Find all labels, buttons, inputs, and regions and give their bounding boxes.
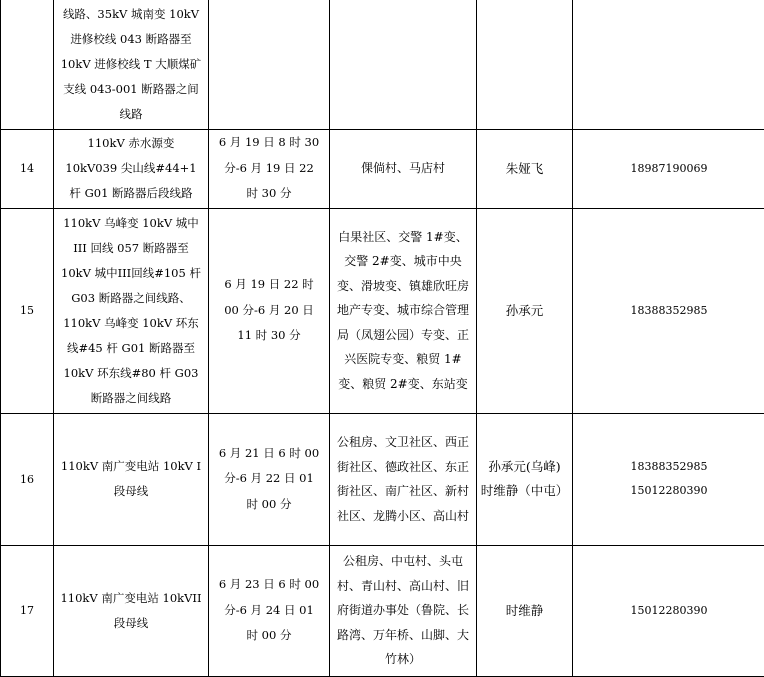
- area-cell: [330, 208, 477, 413]
- area-cell: [330, 129, 477, 208]
- time-text: 6 月 19 日 8 时 30 分-6 月 19 日 22 时 30 分: [217, 130, 321, 207]
- area-text: 公租房、文卫社区、西正街社区、德政社区、东正街社区、南广社区、新村社区、龙腾小区、高山村: [336, 430, 470, 528]
- area-cell: [330, 0, 477, 129]
- line-cell: [54, 208, 209, 413]
- time-cell: [209, 545, 330, 676]
- line-text: 110kV 赤水源变 10kV039 尖山线#44+1 杆 G01 断路器后段线路: [60, 131, 202, 206]
- phone-number: 18388352985: [575, 455, 763, 479]
- phone-cell: [573, 208, 764, 413]
- person-cell: [477, 129, 573, 208]
- phone-cell: [573, 129, 764, 208]
- phone-cell: [573, 545, 764, 676]
- area-text: 倮倘村、马店村: [336, 156, 470, 181]
- area-cell: [330, 413, 477, 545]
- line-cell: [54, 0, 209, 129]
- row-number-cell: 17: [1, 545, 54, 676]
- line-cell: [54, 413, 209, 545]
- line-cell: [54, 545, 209, 676]
- phone-number: 18987190069: [575, 157, 763, 181]
- person-cell: [477, 413, 573, 545]
- row-number-cell: [1, 0, 54, 129]
- table-row: [1, 208, 764, 413]
- time-cell: [209, 129, 330, 208]
- table-row: [1, 0, 764, 129]
- line-text: 110kV 乌峰变 10kV 城中III 回线 057 断路器至 10kV 城中III回线#105 杆 G03 断路器之间线路、 110kV 乌峰变 10kV 环东线#45 杆 G01 断路器至 10kV 环东线#80 杆 G03 断路器之间线路: [60, 211, 202, 411]
- phone-number: 15012280390: [575, 479, 763, 503]
- area-text: 公租房、中屯村、头屯村、青山村、高山村、旧府街道办事处（鲁院、长路湾、万年桥、山脚、大竹林）: [336, 549, 470, 672]
- table-row: [1, 129, 764, 208]
- line-text: 线路、35kV 城南变 10kV 进修校线 043 断路器至 10kV 进修校线 T 大顺煤矿支线 043-001 断路器之间线路: [60, 2, 202, 127]
- phone-number: 15012280390: [575, 599, 763, 623]
- person-cell: [477, 0, 573, 129]
- row-number-cell: 16: [1, 413, 54, 545]
- time-cell: [209, 413, 330, 545]
- line-text: 110kV 南广变电站 10kV I 段母线: [60, 454, 202, 504]
- person-name: 朱娅飞: [479, 157, 570, 181]
- person-name: 孙承元(乌峰): [479, 455, 570, 479]
- time-text: 6 月 23 日 6 时 00 分-6 月 24 日 01 时 00 分: [217, 572, 321, 649]
- area-text: 白果社区、交警 1#变、交警 2#变、城市中央变、滑坡变、镇雄欣旺房地产专变、城市综合管理局（凤翅公园）专变、正兴医院专变、粮贸 1#变、粮贸 2#变、东站变: [336, 225, 470, 397]
- line-text: 110kV 南广变电站 10kVII 段母线: [60, 586, 202, 636]
- table-row: [1, 413, 764, 545]
- person-name: 孙承元: [479, 299, 570, 323]
- phone-number: 18388352985: [575, 299, 763, 323]
- person-cell: [477, 545, 573, 676]
- person-name: 时维静: [479, 599, 570, 623]
- time-text: 6 月 19 日 22 时 00 分-6 月 20 日 11 时 30 分: [217, 272, 321, 349]
- row-number-cell: 15: [1, 208, 54, 413]
- phone-cell: [573, 413, 764, 545]
- time-cell: [209, 0, 330, 129]
- line-cell: [54, 129, 209, 208]
- row-number-cell: 14: [1, 129, 54, 208]
- person-cell: [477, 208, 573, 413]
- table-row: [1, 545, 764, 676]
- area-cell: [330, 545, 477, 676]
- time-text: 6 月 21 日 6 时 00 分-6 月 22 日 01 时 00 分: [217, 441, 321, 518]
- time-cell: [209, 208, 330, 413]
- person-name: 时维静（中屯）: [479, 479, 570, 503]
- phone-cell: [573, 0, 764, 129]
